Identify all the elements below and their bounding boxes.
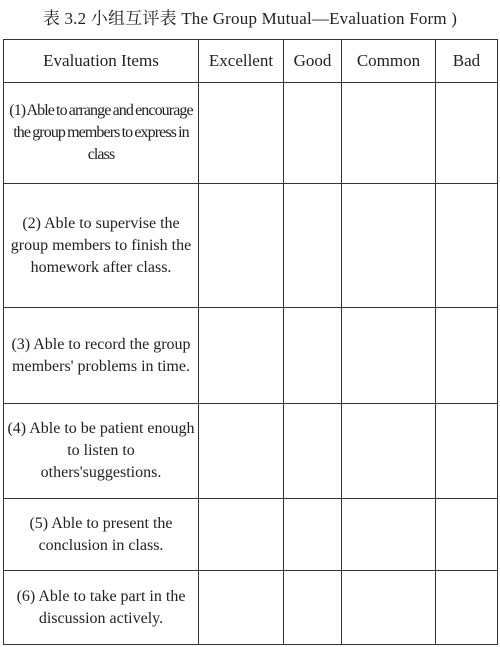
evaluation-table — [3, 39, 498, 645]
rating-cell-common[interactable] — [342, 571, 436, 645]
rating-cell-excellent[interactable] — [199, 308, 284, 404]
rating-cell-good[interactable] — [284, 184, 342, 308]
evaluation-item-cell — [4, 184, 199, 308]
table-caption: 表 3.2 小组互评表 The Group Mutual—Evaluation Form ) — [42, 9, 458, 28]
evaluation-item-cell — [4, 308, 199, 404]
rating-cell-good[interactable] — [284, 404, 342, 499]
header-common: Common — [342, 40, 436, 83]
evaluation-item-cell — [4, 404, 199, 499]
table-row — [4, 184, 498, 308]
rating-cell-common[interactable] — [342, 184, 436, 308]
rating-cell-excellent[interactable] — [199, 499, 284, 571]
evaluation-item-cell — [4, 499, 199, 571]
rating-cell-bad[interactable] — [436, 499, 498, 571]
evaluation-item-text: (5) Able to present the conclusion in class. — [29, 514, 173, 554]
evaluation-item-text: (6) Able to take part in the discussion actively. — [16, 587, 186, 627]
rating-cell-good[interactable] — [284, 83, 342, 184]
header-excellent: Excellent — [199, 40, 284, 83]
evaluation-item-text: (1) Able to arrange and encourage the group members to express in class — [9, 102, 193, 163]
rating-cell-excellent[interactable] — [199, 184, 284, 308]
evaluation-item-text: (3) Able to record the group members' problems in time. — [11, 335, 191, 375]
evaluation-item-cell — [4, 571, 199, 645]
rating-cell-bad[interactable] — [436, 308, 498, 404]
table-row — [4, 499, 498, 571]
rating-cell-excellent[interactable] — [199, 83, 284, 184]
rating-cell-good[interactable] — [284, 308, 342, 404]
rating-cell-excellent[interactable] — [199, 404, 284, 499]
table-row — [4, 308, 498, 404]
rating-cell-common[interactable] — [342, 308, 436, 404]
rating-cell-bad[interactable] — [436, 404, 498, 499]
rating-cell-good[interactable] — [284, 571, 342, 645]
table-row — [4, 83, 498, 184]
rating-cell-excellent[interactable] — [199, 571, 284, 645]
rating-cell-bad[interactable] — [436, 184, 498, 308]
rating-cell-common[interactable] — [342, 499, 436, 571]
evaluation-item-cell — [4, 83, 199, 184]
evaluation-item-text: (4) Able to be patient enough to listen to others'suggestions. — [7, 420, 195, 481]
rating-cell-bad[interactable] — [436, 83, 498, 184]
table-row — [4, 404, 498, 499]
header-evaluation-items: Evaluation Items — [4, 40, 199, 83]
table-row — [4, 571, 498, 645]
header-bad: Bad — [436, 40, 498, 83]
header-row — [4, 40, 498, 83]
rating-cell-common[interactable] — [342, 83, 436, 184]
evaluation-item-text: (2) Able to supervise the group members to finish the homework after class. — [10, 214, 192, 276]
rating-cell-common[interactable] — [342, 404, 436, 499]
header-good: Good — [284, 40, 342, 83]
rating-cell-bad[interactable] — [436, 571, 498, 645]
rating-cell-good[interactable] — [284, 499, 342, 571]
